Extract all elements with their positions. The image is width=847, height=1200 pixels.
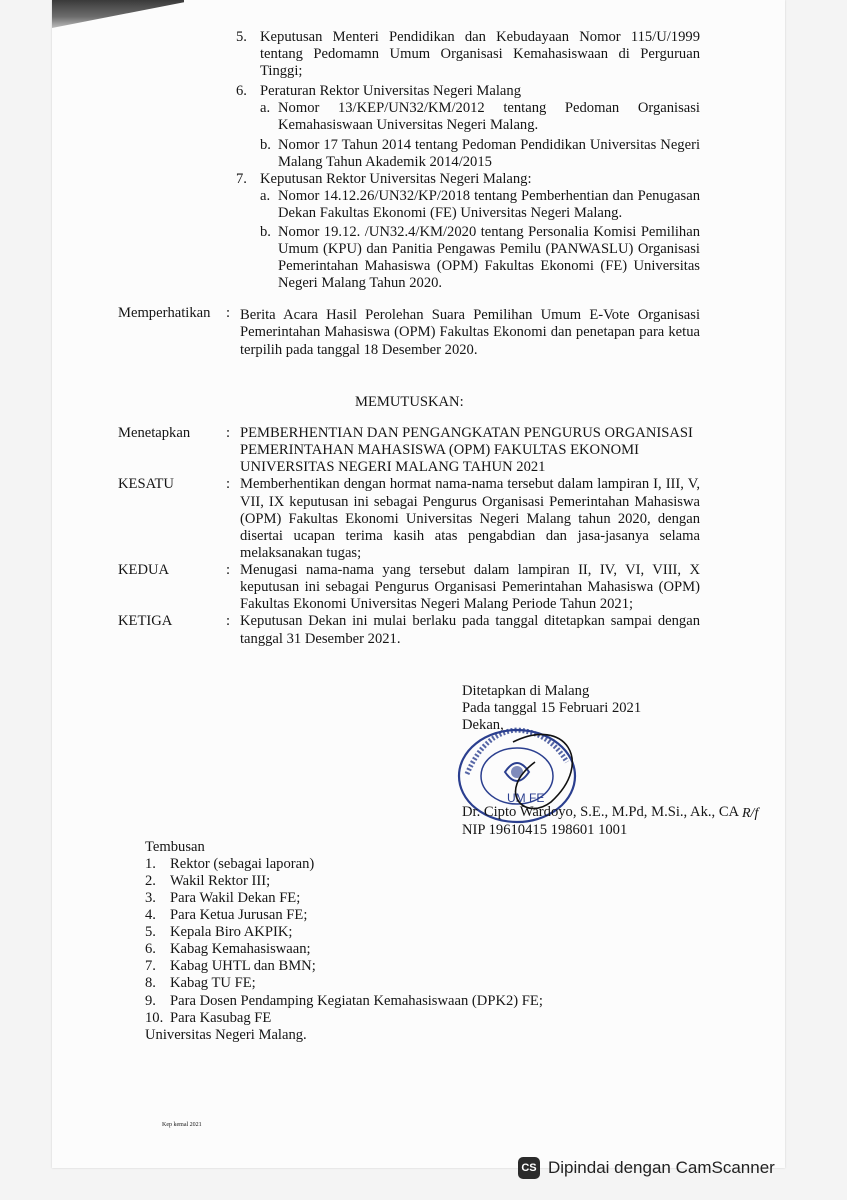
menetapkan-colon: : bbox=[226, 425, 231, 441]
tembusan-item-8: Kabag TU FE; bbox=[170, 975, 256, 991]
kesatu-label: KESATU bbox=[118, 476, 174, 492]
signature-name: Dr. Cipto Wardoyo, S.E., M.Pd, M.Si., Ak., CA bbox=[462, 804, 740, 820]
signature-place: Ditetapkan di Malang bbox=[462, 683, 590, 699]
tembusan-title: Tembusan bbox=[145, 839, 205, 855]
kesatu-line-5: melaksanakan tugas; bbox=[240, 545, 362, 561]
tembusan-num-5: 5. bbox=[145, 924, 156, 940]
ketiga-line-1: Keputusan Dekan ini mulai berlaku pada tanggal ditetapkan sampai dengan bbox=[240, 613, 700, 629]
tembusan-item-7: Kabag UHTL dan BMN; bbox=[170, 958, 316, 974]
item-6b-label: b. bbox=[260, 137, 271, 153]
kesatu-line-1: Memberhentikan dengan hormat nama-nama tersebut dalam lampiran I, III, V, bbox=[240, 476, 700, 492]
item-7b-label: b. bbox=[260, 224, 271, 240]
item-7a-label: a. bbox=[260, 188, 271, 204]
item-7-title: Keputusan Rektor Universitas Negeri Malang: bbox=[260, 171, 532, 187]
camscanner-watermark bbox=[518, 1150, 818, 1186]
item-6a-line-2: Kemahasiswaan Universitas Negeri Malang. bbox=[278, 117, 539, 133]
tembusan-num-1: 1. bbox=[145, 856, 156, 872]
tembusan-item-10: Para Kasubag FE bbox=[170, 1010, 272, 1026]
kesatu-line-4: disertai ucapan terima kasih atas pengabdian dan jasa-jasanya selama bbox=[240, 528, 700, 544]
tembusan-num-4: 4. bbox=[145, 907, 156, 923]
tembusan-num-9: 9. bbox=[145, 993, 156, 1009]
item-6b-line-2: Malang Tahun Akademik 2014/2015 bbox=[278, 154, 492, 170]
tembusan-item-4: Para Ketua Jurusan FE; bbox=[170, 907, 308, 923]
item-7-number: 7. bbox=[236, 171, 247, 187]
tembusan-num-10: 10. bbox=[145, 1010, 164, 1026]
ketiga-label: KETIGA bbox=[118, 613, 173, 629]
kesatu-line-2: VII, IX keputusan ini sebagai Pengurus Organisasi Pemerintahan Mahasiswa bbox=[240, 494, 700, 510]
tembusan-item-2: Wakil Rektor III; bbox=[170, 873, 271, 889]
tembusan-item-1: Rektor (sebagai laporan) bbox=[170, 856, 315, 872]
kedua-line-3: Fakultas Ekonomi Universitas Negeri Malang Periode Tahun 2021; bbox=[240, 596, 634, 612]
tembusan-num-6: 6. bbox=[145, 941, 156, 957]
kesatu-colon: : bbox=[226, 476, 231, 492]
kedua-line-1: Menugasi nama-nama yang tersebut dalam lampiran II, IV, VI, VIII, X bbox=[240, 562, 700, 578]
item-7b-line-3: Pemerintahan Mahasiswa (OPM) Fakultas Ekonomi (FE) Universitas bbox=[278, 258, 700, 274]
decision-heading: MEMUTUSKAN: bbox=[355, 394, 464, 410]
item-7a-line-1: Nomor 14.12.26/UN32/KP/2018 tentang Pemberhentian dan Penugasan bbox=[278, 188, 700, 204]
item-7a-line-2: Dekan Fakultas Ekonomi (FE) Universitas Negeri Malang. bbox=[278, 205, 623, 221]
scan-fold-shadow bbox=[52, 0, 184, 28]
tembusan-item-6: Kabag Kemahasiswaan; bbox=[170, 941, 311, 957]
item-5-line-2: tentang Pedomamn Umum Organisasi Kemahasiswaan di Perguruan bbox=[260, 46, 700, 62]
kedua-colon: : bbox=[226, 562, 231, 578]
signature-nip: NIP 19610415 198601 1001 bbox=[462, 822, 628, 838]
ketiga-colon: : bbox=[226, 613, 231, 629]
kedua-line-2: keputusan ini sebagai Pengurus Organisasi Pemerintahan Mahasiswa (OPM) bbox=[240, 579, 700, 595]
tembusan-item-3: Para Wakil Dekan FE; bbox=[170, 890, 301, 906]
item-5-number: 5. bbox=[236, 29, 247, 45]
tembusan-num-8: 8. bbox=[145, 975, 156, 991]
kedua-label: KEDUA bbox=[118, 562, 170, 578]
tembusan-item-9: Para Dosen Pendamping Kegiatan Kemahasiswaan (DPK2) FE; bbox=[170, 993, 543, 1009]
item-6-title: Peraturan Rektor Universitas Negeri Malang bbox=[260, 83, 521, 99]
memperhatikan-line-3: terpilih pada tanggal 18 Desember 2020. bbox=[240, 342, 478, 358]
camscanner-logo-icon: CS bbox=[518, 1157, 540, 1179]
menetapkan-line-1: PEMBERHENTIAN DAN PENGANGKATAN PENGURUS ORGANISASI bbox=[240, 425, 693, 441]
item-5-line-1: Keputusan Menteri Pendidikan dan Kebudayaan Nomor 115/U/1999 bbox=[260, 29, 700, 45]
memperhatikan-line-1: Berita Acara Hasil Perolehan Suara Pemilihan Umum E-Vote Organisasi bbox=[240, 307, 700, 323]
tembusan-num-7: 7. bbox=[145, 958, 156, 974]
tembusan-num-3: 3. bbox=[145, 890, 156, 906]
ketiga-line-2: tanggal 31 Desember 2021. bbox=[240, 631, 401, 647]
stamp-bottom-text: UM FE bbox=[507, 791, 545, 805]
item-5-line-3: Tinggi; bbox=[260, 63, 303, 79]
item-7b-line-2: Umum (KPU) dan Panitia Pengawas Pemilu (PANWASLU) Organisasi bbox=[278, 241, 700, 257]
memperhatikan-label: Memperhatikan bbox=[118, 305, 211, 321]
item-6a-label: a. bbox=[260, 100, 271, 116]
paraf-initials: R/f bbox=[742, 806, 759, 821]
menetapkan-line-3: UNIVERSITAS NEGERI MALANG TAHUN 2021 bbox=[240, 459, 546, 475]
item-7b-line-4: Negeri Malang Tahun 2020. bbox=[278, 275, 443, 291]
memperhatikan-line-2: Pemerintahan Mahasiswa (OPM) Fakultas Ekonomi dan penetapan para ketua bbox=[240, 324, 700, 340]
signature-date: Pada tanggal 15 Februari 2021 bbox=[462, 700, 642, 716]
tembusan-num-2: 2. bbox=[145, 873, 156, 889]
memperhatikan-colon: : bbox=[226, 305, 231, 321]
item-6-number: 6. bbox=[236, 83, 247, 99]
tembusan-closing: Universitas Negeri Malang. bbox=[145, 1027, 307, 1043]
signature-position: Dekan, bbox=[462, 717, 504, 733]
item-6a-line-1: Nomor 13/KEP/UN32/KM/2012 tentang Pedoman Organisasi bbox=[278, 100, 700, 116]
footer-code: Kep kemal 2021 bbox=[162, 1122, 202, 1128]
camscanner-label: Dipindai dengan CamScanner bbox=[548, 1158, 775, 1177]
tembusan-item-5: Kepala Biro AKPIK; bbox=[170, 924, 293, 940]
menetapkan-label: Menetapkan bbox=[118, 425, 191, 441]
item-7b-line-1: Nomor 19.12. /UN32.4/KM/2020 tentang Personalia Komisi Pemilihan bbox=[278, 224, 700, 240]
item-6b-line-1: Nomor 17 Tahun 2014 tentang Pedoman Pendidikan Universitas Negeri bbox=[278, 137, 700, 153]
menetapkan-line-2: PEMERINTAHAN MAHASISWA (OPM) FAKULTAS EKONOMI bbox=[240, 442, 640, 458]
kesatu-line-3: (OPM) Fakultas Ekonomi Universitas Negeri Malang tahun 2020, dengan bbox=[240, 511, 700, 527]
